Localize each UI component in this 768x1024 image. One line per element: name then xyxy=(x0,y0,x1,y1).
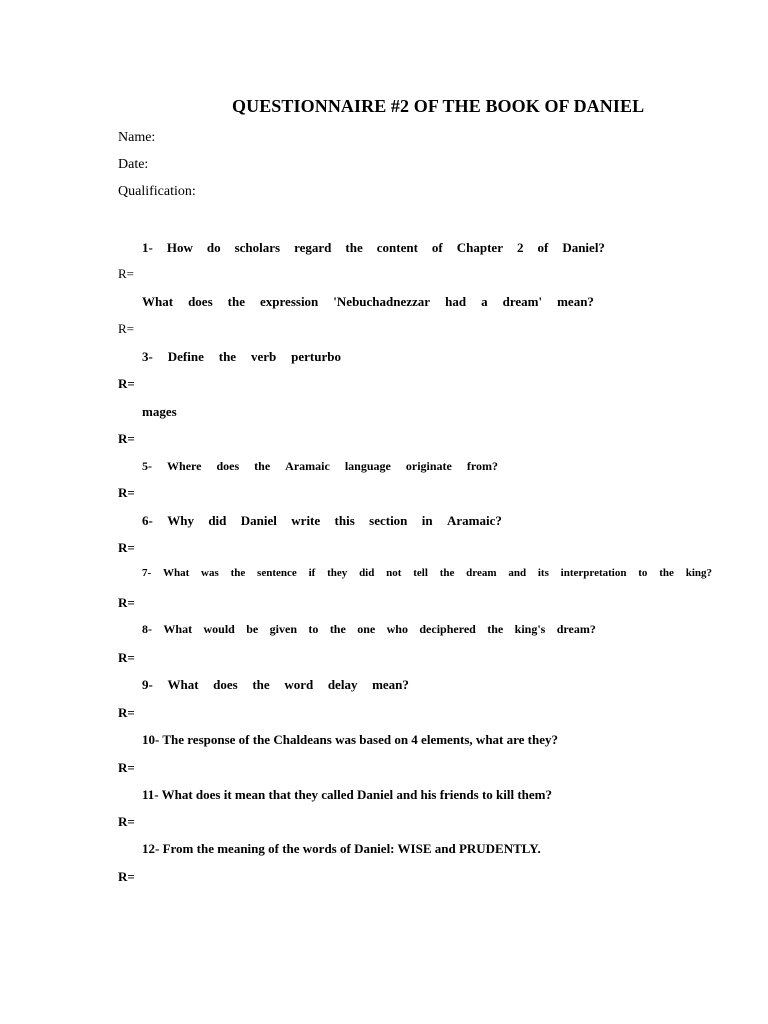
question-5 xyxy=(142,459,498,474)
question-word: from? xyxy=(466,459,498,473)
question-word: What xyxy=(162,567,190,579)
question-9 xyxy=(142,677,409,693)
question-word: the xyxy=(218,349,237,364)
question-word: mean? xyxy=(372,677,409,692)
answer-8: R= xyxy=(118,650,135,665)
question-word: king? xyxy=(685,567,712,579)
question-8 xyxy=(142,622,596,637)
question-word: 2 xyxy=(516,240,524,255)
question-word: the xyxy=(329,622,346,636)
question-word: does xyxy=(216,459,240,473)
question-word: 'Nebuchadnezzar xyxy=(333,294,431,309)
question-word: does xyxy=(188,294,213,309)
question-word: What xyxy=(163,622,193,636)
question-word: Aramaic xyxy=(285,459,330,473)
question-word: king's xyxy=(514,622,546,636)
question-word: delay xyxy=(327,677,358,692)
question-3 xyxy=(142,349,341,365)
question-word: 1- xyxy=(142,240,153,255)
question-word: Daniel xyxy=(240,513,277,528)
question-word: dream' xyxy=(502,294,543,309)
question-word: regard xyxy=(294,240,332,255)
question-word: the xyxy=(227,294,245,309)
question-word: 5- xyxy=(142,459,152,473)
question-12: 12- From the meaning of the words of Daniel: WISE and PRUDENTLY. xyxy=(142,841,541,856)
question-word: the xyxy=(659,567,674,579)
question-word: section xyxy=(369,513,408,528)
question-6 xyxy=(142,513,502,529)
question-word: to xyxy=(308,622,319,636)
answer-11: R= xyxy=(118,814,135,829)
question-word: What xyxy=(142,294,174,309)
question-word: dream xyxy=(466,567,497,579)
question-word: not xyxy=(386,567,402,579)
question-word: scholars xyxy=(234,240,281,255)
question-word: of xyxy=(537,240,549,255)
question-word: had xyxy=(445,294,467,309)
qualification-field-label: Qualification: xyxy=(118,184,196,199)
question-word: do xyxy=(206,240,221,255)
question-1 xyxy=(142,240,605,256)
question-word: mean? xyxy=(557,294,594,309)
question-word: word xyxy=(284,677,314,692)
question-word: be xyxy=(246,622,259,636)
question-word: given xyxy=(269,622,297,636)
answer-5: R= xyxy=(118,485,135,500)
name-field-label: Name: xyxy=(118,130,156,145)
question-10: 10- The response of the Chaldeans was based on 4 elements, what are they? xyxy=(142,732,559,747)
answer-3: R= xyxy=(118,376,135,391)
question-word: tell xyxy=(413,567,428,579)
question-word: the xyxy=(252,677,270,692)
question-word: Daniel? xyxy=(562,240,605,255)
question-word: sentence xyxy=(257,567,297,579)
question-word: 9- xyxy=(142,677,153,692)
question-word: the xyxy=(439,567,455,579)
question-word: who xyxy=(386,622,408,636)
question-word: 8- xyxy=(142,622,152,636)
date-field-label: Date: xyxy=(118,157,149,172)
page-title: QUESTIONNAIRE #2 OF THE BOOK OF DANIEL xyxy=(232,96,645,116)
question-word: content xyxy=(376,240,418,255)
question-word: the xyxy=(230,567,246,579)
answer-4: R= xyxy=(118,431,135,446)
question-word: was xyxy=(201,567,219,579)
question-word: expression xyxy=(260,294,319,309)
question-word: did xyxy=(359,567,375,579)
question-word: What xyxy=(167,677,199,692)
question-word: write xyxy=(291,513,321,528)
question-word: 6- xyxy=(142,513,153,528)
question-word: the xyxy=(487,622,504,636)
question-11: 11- What does it mean that they called Daniel and his friends to kill them? xyxy=(142,787,553,802)
answer-12: R= xyxy=(118,869,135,884)
question-word: Aramaic? xyxy=(447,513,502,528)
question-word: the xyxy=(254,459,271,473)
question-word: of xyxy=(431,240,443,255)
question-2 xyxy=(142,294,594,310)
question-word: Why xyxy=(167,513,194,528)
question-word: its xyxy=(537,567,549,579)
answer-9: R= xyxy=(118,705,135,720)
question-word: 3- xyxy=(142,349,153,364)
question-word: Define xyxy=(167,349,204,364)
question-word: verb xyxy=(250,349,277,364)
question-word: in xyxy=(421,513,433,528)
question-word: to xyxy=(638,567,648,579)
question-word: 7- xyxy=(142,567,152,579)
question-word: if xyxy=(308,567,316,579)
question-word: they xyxy=(327,567,348,579)
question-word: How xyxy=(166,240,193,255)
question-word: the xyxy=(345,240,363,255)
question-word: and xyxy=(508,567,527,579)
answer-10: R= xyxy=(118,760,135,775)
question-word: language xyxy=(344,459,391,473)
question-4: mages xyxy=(142,404,177,419)
question-word: dream? xyxy=(556,622,596,636)
question-word: did xyxy=(208,513,227,528)
question-word: one xyxy=(357,622,376,636)
question-7 xyxy=(142,567,712,579)
question-word: deciphered xyxy=(419,622,476,636)
question-word: interpretation xyxy=(560,567,627,579)
question-word: Where xyxy=(167,459,202,473)
answer-7: R= xyxy=(118,595,135,610)
question-word: a xyxy=(481,294,488,309)
question-word: perturbo xyxy=(291,349,341,364)
answer-2: R= xyxy=(118,321,135,336)
answer-6: R= xyxy=(118,540,135,555)
question-word: this xyxy=(334,513,355,528)
question-word: Chapter xyxy=(456,240,503,255)
question-word: would xyxy=(203,622,235,636)
question-word: does xyxy=(213,677,238,692)
answer-1: R= xyxy=(118,266,135,281)
question-word: originate xyxy=(405,459,452,473)
